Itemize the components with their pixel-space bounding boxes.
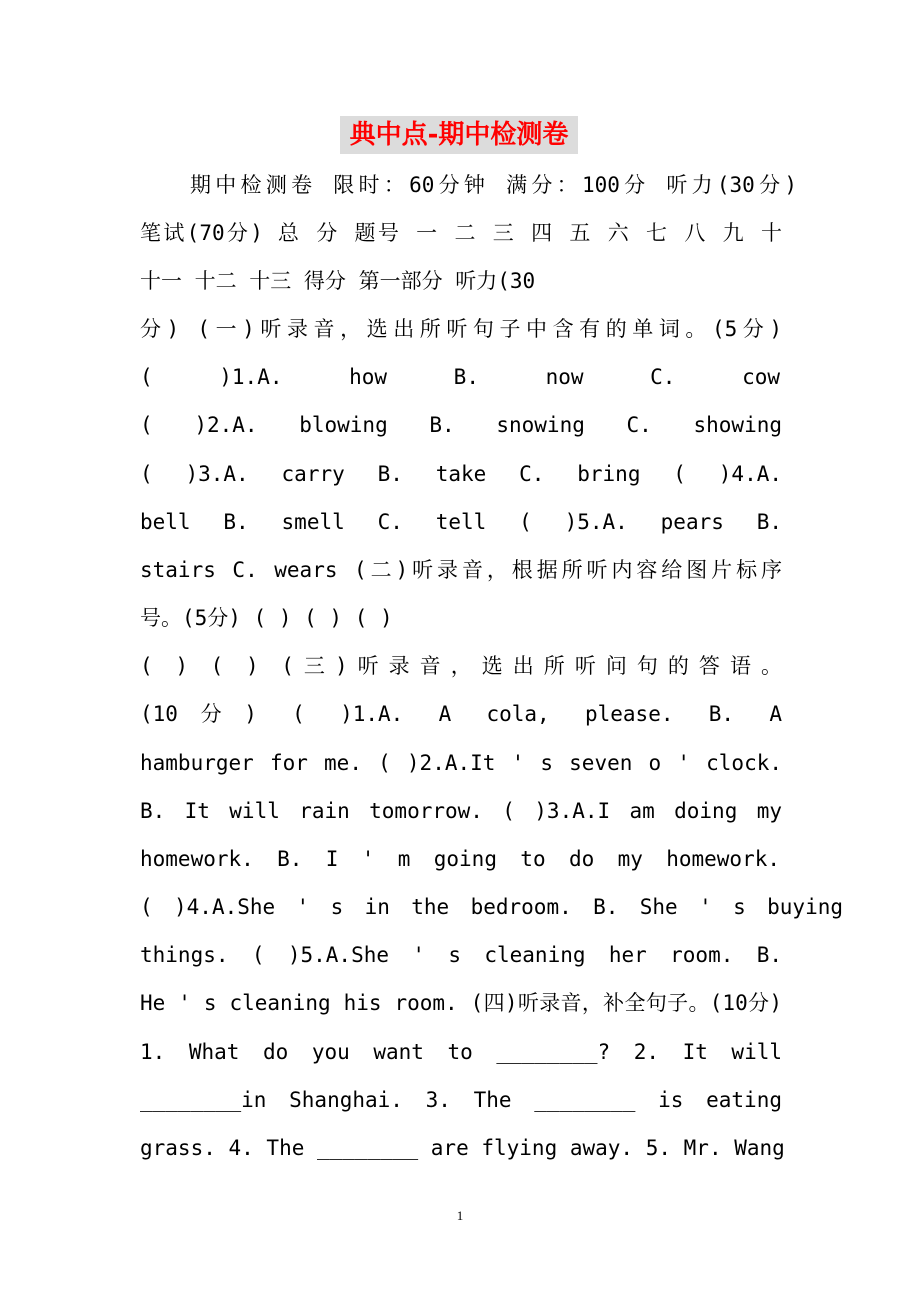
text-line: 期中检测卷 限时：60分钟 满分：100分 听力(30分): [190, 173, 797, 197]
text-line: ( )4.A.She ' s in the bedroom. B. She ' s buying: [140, 895, 843, 919]
text-line: ( )2.A. blowing B. snowing C. showing: [140, 413, 782, 437]
text-line: hamburger for me. ( )2.A.It ' s seven o ' clock.: [140, 751, 782, 775]
document-title: 典中点-期中检测卷: [340, 116, 578, 154]
text-line: ( )1.A. how B. now C. cow: [140, 365, 780, 389]
text-line: grass. 4. The ________ are flying away. 5. Mr. Wang: [140, 1136, 785, 1160]
text-line: bell B. smell C. tell ( )5.A. pears B.: [140, 510, 782, 534]
text-line: He ' s cleaning his room. (四)听录音，补全句子。(10分): [140, 991, 782, 1015]
page-number: 1: [456, 1208, 464, 1223]
text-line: things. ( )5.A.She ' s cleaning her room. B.: [140, 943, 782, 967]
text-line: 号。(5分) ( ) ( ) ( ): [140, 606, 393, 630]
text-line: ( ) ( ) (三)听录音，选出所听问句的答语。: [140, 654, 782, 678]
text-line: B. It will rain tomorrow. ( )3.A.I am doing my: [140, 799, 782, 823]
text-line: ( )3.A. carry B. take C. bring ( )4.A.: [140, 462, 782, 486]
text-line: (10分) ( )1.A. A cola, please. B. A: [140, 702, 782, 726]
text-line: 1. What do you want to ________? 2. It will: [140, 1040, 782, 1064]
text-line: homework. B. I ' m going to do my homework.: [140, 847, 780, 871]
text-line: 十一 十二 十三 得分 第一部分 听力(30: [140, 269, 536, 293]
text-line: ________in Shanghai. 3. The ________ is eating: [140, 1088, 782, 1112]
text-line: 分) (一)听录音，选出所听句子中含有的单词。(5分): [140, 317, 782, 341]
text-line: 笔试(70分) 总 分 题号 一 二 三 四 五 六 七 八 九 十: [140, 221, 782, 245]
text-line: stairs C. wears (二)听录音，根据所听内容给图片标序: [140, 558, 782, 582]
